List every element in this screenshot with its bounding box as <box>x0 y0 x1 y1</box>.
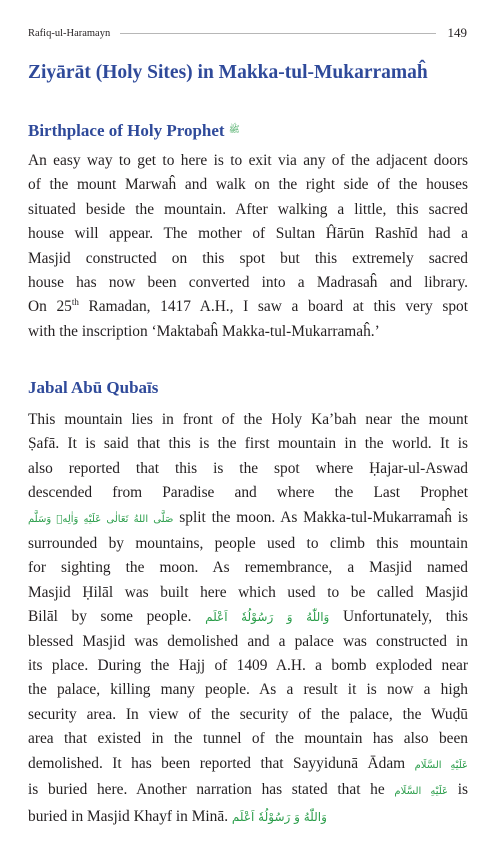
line-text: Bilāl by some people. <box>28 608 206 626</box>
paragraph-line <box>28 778 468 804</box>
paragraph-line: situated beside the mountain. After walking a little, this sacred <box>28 200 468 218</box>
paragraph-line <box>28 295 468 319</box>
line-text: is buried here. Another narration has stated that he <box>28 781 395 799</box>
salutation-calligraphy: ﷺ <box>228 125 240 135</box>
paragraph-birthplace <box>28 149 468 344</box>
salutation-calligraphy: صَلَّى اللهُ تَعَالٰى عَلَيْهِ وَاٰلِهٖ وَسَلَّم <box>28 513 174 525</box>
ordinal-superscript: th <box>71 297 79 308</box>
header-rule <box>120 33 435 34</box>
running-title: Rafiq-ul-Haramayn <box>28 27 111 39</box>
paragraph-line: its place. During the Hajj of 1409 A.H. a bomb exploded near <box>28 657 468 675</box>
page-title: Ziyārāt (Holy Sites) in Makka-tul-Mukarramaĥ <box>28 62 428 83</box>
paragraph-line: Ṣafā. It is said that this is the first mountain in the world. It is <box>28 435 468 453</box>
paragraph-jabal-abu-qubais <box>28 408 468 829</box>
section-heading-birthplace <box>28 118 467 143</box>
line-text: On 25 <box>28 298 72 316</box>
salutation-calligraphy: عَلَيْهِ السَّلَام <box>394 786 449 798</box>
paragraph-line: descended from Paradise and where the Last Prophet <box>28 484 468 502</box>
paragraph-line: house has now been converted into a Madrasaĥ and library. <box>28 274 468 292</box>
paragraph-line: surrounded by mountains, people used to climb this mountain <box>28 535 468 553</box>
paragraph-line <box>28 805 468 829</box>
section-heading-text: Birthplace of Holy Prophet <box>28 121 225 140</box>
paragraph-line: with the inscription ‘Maktabaĥ Makka-tul-Mukarramaĥ.’ <box>28 322 380 340</box>
paragraph-line: area that existed in the tunnel of the mountain has also been <box>28 730 468 748</box>
page-header <box>28 24 467 42</box>
paragraph-line: house will appear. The mother of Sultan Ĥārūn Rashīd had a <box>28 225 468 243</box>
paragraph-line: blessed Masjid was demolished and a palace was constructed in <box>28 632 468 650</box>
paragraph-line: security area. In view of the security of the palace, the Wuḍū <box>28 705 468 723</box>
line-text: split the moon. As Makka-tul-Mukarramaĥ is <box>173 508 469 526</box>
paragraph-line: of the mount Marwaĥ and walk on the right side of the houses <box>28 176 468 194</box>
paragraph-line: also reported that this is the spot where Ḥajar-ul-Aswad <box>28 459 468 477</box>
paragraph-line <box>28 605 468 629</box>
arabic-phrase: وَاللّٰهُ وَ رَسُوْلُهٗ اَعْلَم <box>231 809 327 824</box>
line-text: demolished. It has been reported that Sayyidunā Ādam <box>28 754 415 772</box>
paragraph-line: Masjid Ḥilāl was built here which used to be called Masjid <box>28 583 468 601</box>
paragraph-line <box>28 506 468 532</box>
paragraph-line <box>28 752 468 778</box>
section-heading-jabal-abu-qubais: Jabal Abū Qubaīs <box>28 378 159 397</box>
paragraph-line: the palace, killing many people. As a result it is now a high <box>28 681 468 699</box>
line-text: is <box>448 781 468 799</box>
paragraph-line: An easy way to get to here is to exit via any of the adjacent doors <box>28 152 468 169</box>
page-number: 149 <box>447 25 467 40</box>
line-text: Ramadan, 1417 A.H., I saw a board at this very spot <box>78 298 468 316</box>
arabic-phrase: وَاللّٰهُ وَ رَسُوْلُهٗ اَعْلَم <box>205 610 330 625</box>
paragraph-line: This mountain lies in front of the Holy Ka’bah near the mount <box>28 411 468 428</box>
paragraph-line: Masjid constructed on this spot but this extremely sacred <box>28 249 468 267</box>
paragraph-line: for sighting the moon. As remembrance, a Masjid named <box>28 559 468 577</box>
line-text: buried in Masjid Khayf in Minā. <box>28 807 232 825</box>
line-text: Unfortunately, this <box>329 608 468 626</box>
salutation-calligraphy: عَلَيْهِ السَّلَام <box>414 759 468 771</box>
